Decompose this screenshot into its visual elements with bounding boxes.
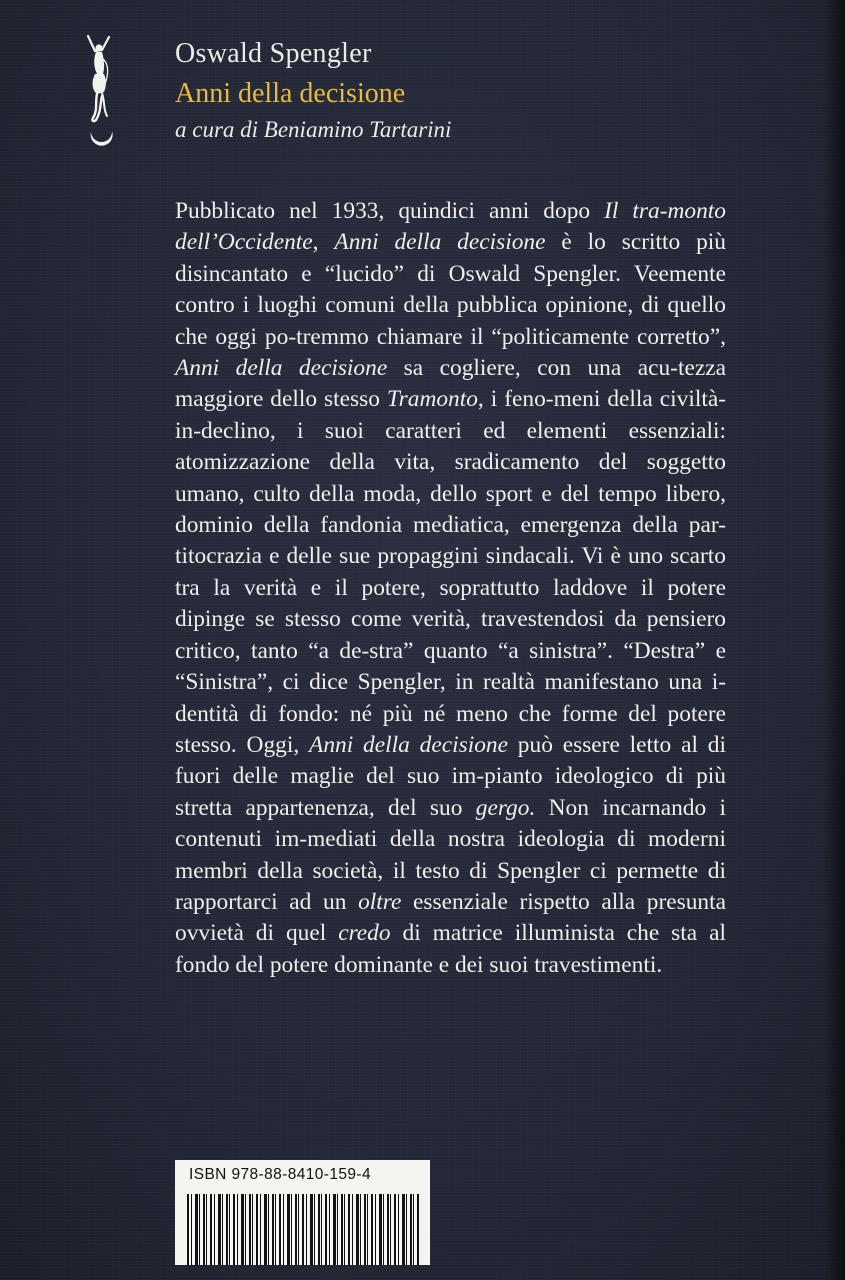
barcode-icon xyxy=(187,1194,419,1265)
blurb-text: è lo scritto più disincantato e “lucido” di Oswald Spengler. Veemente contro i luoghi comuni della pubblica opinione, di quello che oggi po-tremmo chiamare il “politicamente corretto”, xyxy=(175,229,726,350)
blurb-italic-term: oltre xyxy=(358,888,402,915)
book-title: Anni della decisione xyxy=(175,78,406,109)
blurb-text: può essere letto al di fuori delle maglie del suo im-pianto ideologico di più stretta appartenenza, del suo xyxy=(175,731,726,821)
blurb-text: Pubblicato nel 1933, quindici anni dopo xyxy=(175,198,605,224)
blurb-text: , i feno-meni della civiltà-in-declino, i suoi caratteri ed elementi essenziali: atomizzazione della vita, sradicamento del soggetto umano, culto della moda, dello sport e del tempo libero, dominio della fandonia mediatica, emergenza della par-titocrazia e delle sue propaggini sindacali. Vi è uno scarto tra la verità e il potere, soprattutto laddove il potere dipinge se stesso come verità, travestendosi da pensiero critico, tanto “a de-stra” quanto “a sinistra”. “Destra” e “Sinistra”, ci dice Spengler, in realtà manifestano una i-dentità di fondo: né più né meno che forme del potere stesso. Oggi, xyxy=(175,386,726,758)
blurb-paragraph xyxy=(175,196,726,981)
blurb-italic-book-title: Anni della decisione xyxy=(309,731,508,758)
blurb-italic-book-title: Anni della decisione xyxy=(334,229,546,256)
editor-credit: a cura di Beniamino Tartarini xyxy=(175,117,452,142)
barcode-label xyxy=(175,1160,430,1265)
blurb-italic-work-title: Il tra-monto dell’Occidente xyxy=(175,198,726,256)
author-name: Oswald Spengler xyxy=(175,38,372,69)
blurb-text: , xyxy=(312,229,335,256)
blurb-italic-term: credo xyxy=(338,920,391,947)
blurb-text: Non incarnando i contenuti im-mediati della nostra ideologia di moderni membri della società, il testo di Spengler ci permette di rapportarci ad un xyxy=(175,794,726,915)
cover-edge-shadow xyxy=(823,0,845,1280)
blurb-text: di matrice illuminista che sta al fondo del potere dominante e dei suoi travestimenti. xyxy=(175,920,727,978)
isbn-number: ISBN 978-88-8410-159-4 xyxy=(189,1166,371,1183)
blurb-italic-book-title: Anni della decisione xyxy=(175,355,388,382)
blurb-text: sa cogliere, con una acu-tezza maggiore dello stesso xyxy=(175,355,726,413)
publisher-logo-icon xyxy=(78,32,122,152)
blurb-italic-term: gergo. xyxy=(475,794,536,821)
blurb-italic-work-title: Tramonto xyxy=(386,386,478,413)
blurb-text: essenziale rispetto alla presunta ovvietà di quel xyxy=(175,888,726,947)
